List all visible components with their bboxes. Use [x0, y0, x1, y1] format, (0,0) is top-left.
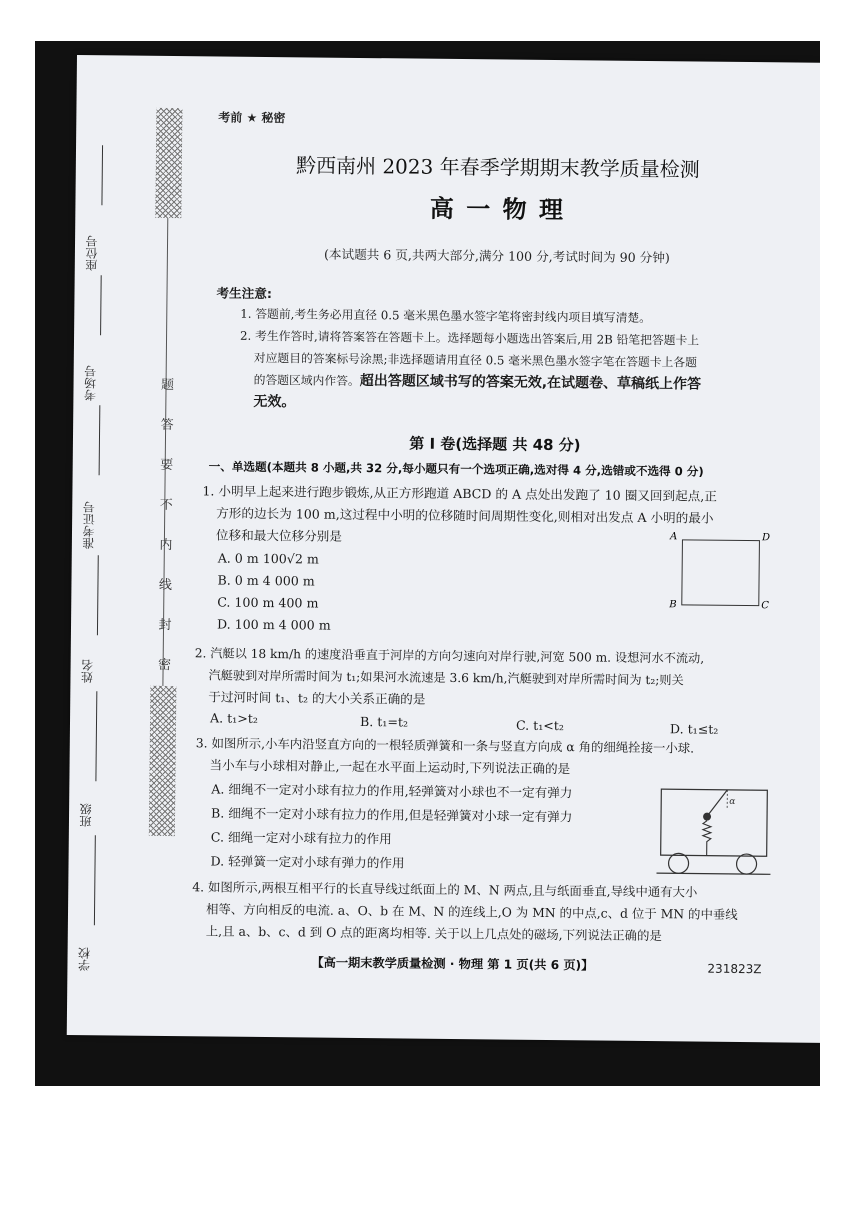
q2-option-a: A. t₁>t₂ — [209, 710, 259, 726]
q4-text: 相等、方向相反的电流. a、O、b 在 M、N 的连线上,O 为 MN 的中点,c、d 位于 MN 的中垂线 — [205, 901, 738, 922]
confidential-mark: 考前 ★ 秘密 — [218, 110, 286, 126]
q3-option-a: A. 细绳不一定对小球有拉力的作用,轻弹簧对小球也不一定有弹力 — [211, 781, 573, 801]
q1-option-d: D. 100 m 4 000 m — [216, 616, 331, 633]
q2-text: 2. 汽艇以 18 km/h 的速度沿垂直于河岸的方向匀速向对岸行驶,河宽 500 m. 设想河水不流动, — [194, 646, 705, 666]
seal-char: 要 — [160, 457, 174, 474]
notice-line: 1. 答题前,考生务必用直径 0.5 毫米黑色墨水签字笔将密封线内项目填写清楚。 — [240, 306, 652, 326]
q3-text: 3. 如图所示,小车内沿竖直方向的一根轻质弹簧和一条与竖直方向成 α 角的细绳拴接一小球. — [195, 735, 695, 756]
paper-code: 231823Z — [707, 961, 762, 977]
school-label: 学校 — [77, 947, 92, 972]
notice-line — [253, 369, 701, 396]
alpha-label: α — [729, 796, 736, 807]
q3-option-d: D. 轻弹簧一定对小球有弹力的作用 — [210, 853, 405, 871]
school-line — [94, 835, 96, 925]
spring — [703, 821, 711, 856]
seal-char: 答 — [160, 417, 174, 434]
exam-subtitle: (本试题共 6 页,共两大部分,满分 100 分,考试时间为 90 分钟) — [323, 246, 670, 266]
q3-text: 当小车与小球相对静止,一起在水平面上运动时,下列说法正确的是 — [209, 757, 571, 777]
fig-label-c: C — [761, 600, 769, 612]
q1-text: 位移和最大位移分别是 — [215, 527, 342, 544]
string — [709, 790, 727, 814]
q1-option-b: B. 0 m 4 000 m — [217, 572, 315, 589]
page-footer: 【高一期末教学质量检测 · 物理 第 1 页(共 6 页)】 — [311, 955, 594, 973]
seal-hatch-top — [155, 108, 182, 218]
exam-paper — [67, 55, 820, 1043]
fig-label-b: B — [669, 599, 677, 611]
q3-option-b: B. 细绳不一定对小球有拉力的作用,但是轻弹簧对小球一定有弹力 — [210, 805, 573, 825]
q1-text: 方形的边长为 100 m,这过程中小明的位移随时间周期性变化,则相对出发点 A 小明的最小 — [216, 505, 714, 526]
notice-plain: 的答题区域内作答。 — [253, 372, 360, 388]
seal-char: 题 — [160, 377, 175, 394]
q2-option-b: B. t₁=t₂ — [359, 714, 409, 730]
notice-bold: 超出答题区域书写的答案无效,在试题卷、草稿纸上作答 — [359, 372, 702, 393]
q3-option-c: C. 细绳一定对小球有拉力的作用 — [210, 829, 392, 847]
cart-figure — [656, 787, 773, 876]
q4-text: 4. 如图所示,两根互相平行的长直导线过纸面上的 M、N 两点,且与纸面垂直,导线中通有大小 — [192, 879, 698, 900]
class-label: 班级 — [78, 803, 94, 828]
notice-heading: 考生注意: — [216, 285, 273, 302]
seat-line — [101, 145, 103, 205]
section-instruction: 一、单选题(本题共 8 小题,共 32 分,每小题只有一个选项正确,选对得 4 分,选错或不选得 0 分) — [208, 459, 704, 479]
notice-bold: 无效。 — [253, 393, 296, 411]
seal-char: 线 — [158, 577, 173, 594]
q2-option-c: C. t₁<t₂ — [515, 717, 565, 734]
ticket-number-label: 准考证号 — [81, 501, 97, 550]
square-track-figure — [681, 539, 760, 606]
wheel-right — [736, 854, 756, 874]
fig-label-a: A — [669, 531, 678, 543]
q2-text: 汽艇驶到对岸所需时间为 t₁;如果河水流速是 3.6 km/h,汽艇驶到对岸所需时间为 t₂;则关 — [208, 668, 684, 688]
ball — [703, 813, 711, 821]
name-line — [97, 555, 99, 635]
room-line — [100, 275, 102, 335]
q2-text: 于过河时间 t₁、t₂ 的大小关系正确的是 — [208, 689, 426, 707]
section-title: 第 Ⅰ 卷(选择题 共 48 分) — [409, 434, 581, 455]
name-label: 姓名 — [80, 659, 95, 684]
notice-line: 对应题目的答案标号涂黑;非选择题请用直径 0.5 毫米黑色墨水签字笔在答题卡上各题 — [253, 350, 698, 370]
wheel-left — [668, 853, 688, 873]
seal-char: 内 — [159, 537, 173, 554]
seat-number-label: 座位号 — [84, 235, 100, 272]
q1-option-a: A. 0 m 100√2 m — [217, 550, 319, 567]
ground — [656, 873, 770, 874]
seal-hatch-bottom — [149, 686, 177, 836]
q2-option-d: D. t₁≤t₂ — [669, 721, 719, 737]
seal-char: 密 — [158, 657, 172, 674]
q1-text: 1. 小明早上起来进行跑步锻炼,从正方形跑道 ABCD 的 A 点处出发跑了 10 圈又回到起点,正 — [202, 483, 717, 504]
exam-room-label: 考场号 — [83, 365, 98, 402]
fig-label-d: D — [761, 532, 771, 544]
ticket-line — [99, 405, 101, 475]
q1-option-c: C. 100 m 400 m — [217, 594, 319, 611]
seal-char: 封 — [158, 617, 172, 634]
q4-text: 上,且 a、b、c、d 到 O 点的距离均相等. 关于以上几点处的磁场,下列说法正确的是 — [205, 923, 662, 944]
seal-char: 不 — [159, 497, 173, 514]
photo-frame — [35, 41, 820, 1086]
exam-title: 黔西南州 2023 年春季学期期末教学质量检测 — [295, 153, 700, 182]
cart-body — [661, 789, 768, 856]
notice-line: 2. 考生作答时,请将答案答在答题卡上。选择题每小题选出答案后,用 2B 铅笔把答题卡上 — [239, 328, 700, 348]
subject-title: 高 一 物 理 — [429, 194, 566, 225]
class-line — [95, 691, 97, 781]
